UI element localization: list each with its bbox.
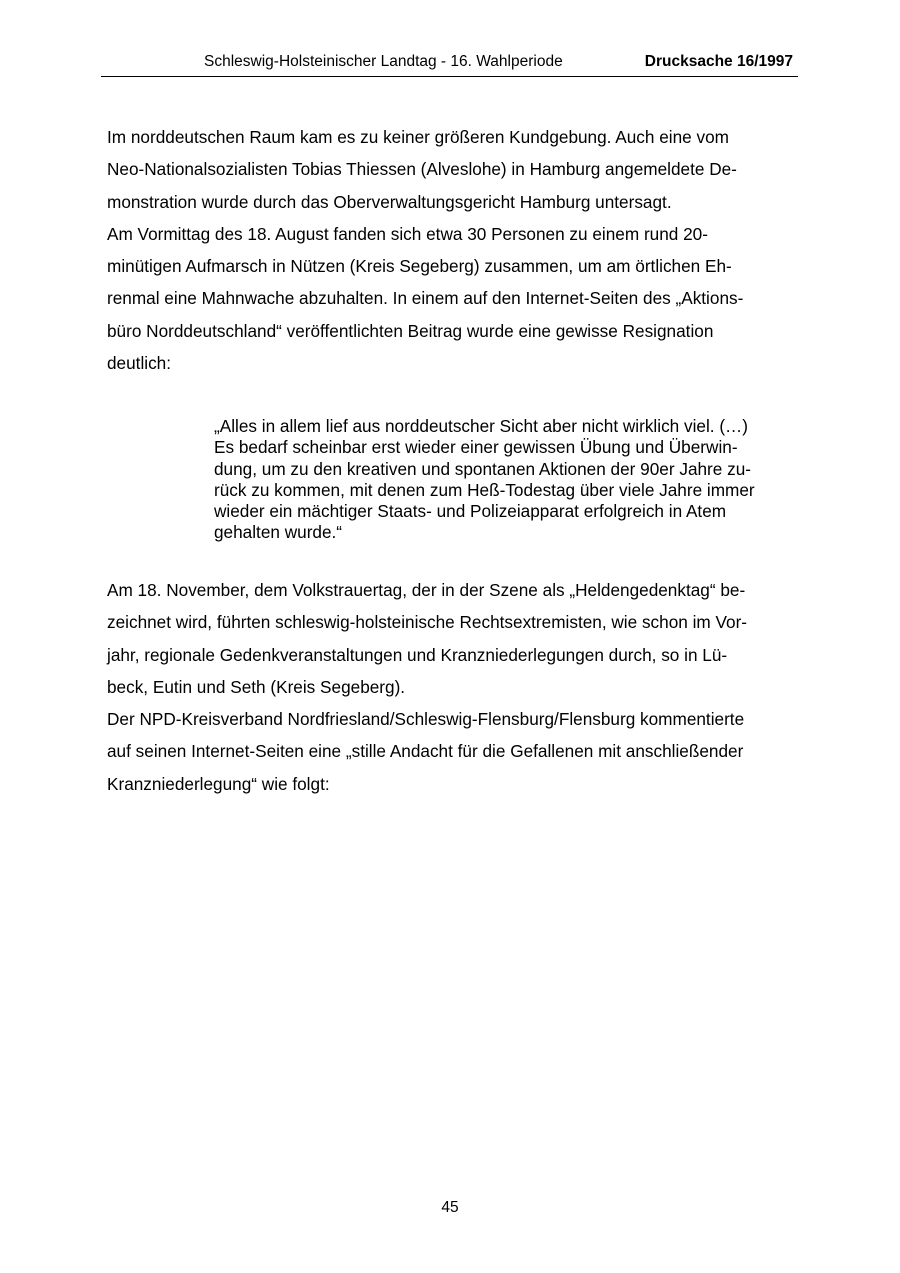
page-number: 45 <box>441 1199 459 1216</box>
paragraph-2: Am 18. November, dem Volkstrauertag, der in der Szene als „Heldengedenktag“ be- zeichnet wird, führten schleswig-holsteinische Rechtsextremisten, wie schon im Vor- jahr, regionale Gedenkveranstaltungen und Kranzniederlegungen durch, so in Lü- beck, Eutin und Seth (Kreis Segeberg). Der NPD-Kreisverband Nordfriesland/Schleswig-Flensburg/Flensburg kommentierte auf seinen Internet-Seiten eine „stille Andacht für die Gefallenen mit anschließender Kranzniederlegung“ wie folgt: <box>107 580 748 794</box>
paragraph-1: Im norddeutschen Raum kam es zu keiner größeren Kundgebung. Auch eine vom Neo-Nationalsozialisten Tobias Thiessen (Alveslohe) in Hamburg angemeldete De- monstration wurde durch das Oberverwaltungsgericht Hamburg untersagt. Am Vormittag des 18. August fanden sich etwa 30 Personen zu einem rund 20- minütigen Aufmarsch in Nützen (Kreis Segeberg) zusammen, um am örtlichen Eh- renmal eine Mahnwache abzuhalten. In einem auf den Internet-Seiten des „Aktions- büro Norddeutschland“ veröffentlichten Beitrag wurde eine gewisse Resignation deutlich: <box>107 127 744 374</box>
page-header <box>101 52 798 77</box>
block-quote: „Alles in allem lief aus norddeutscher Sicht aber nicht wirklich viel. (…) Es bedarf scheinbar erst wieder einer gewissen Übung und Überwin- dung, um zu den kreativen und spontanen Aktionen der 90er Jahre zu- rück zu kommen, mit denen zum Heß-Todestag über viele Jahre immer wieder ein mächtiger Staats- und Polizeiapparat erfolgreich in Atem gehalten wurde.“ <box>214 416 755 543</box>
document-number: Drucksache 16/1997 <box>644 53 793 70</box>
header-title: Schleswig-Holsteinischer Landtag - 16. Wahlperiode <box>204 53 563 70</box>
